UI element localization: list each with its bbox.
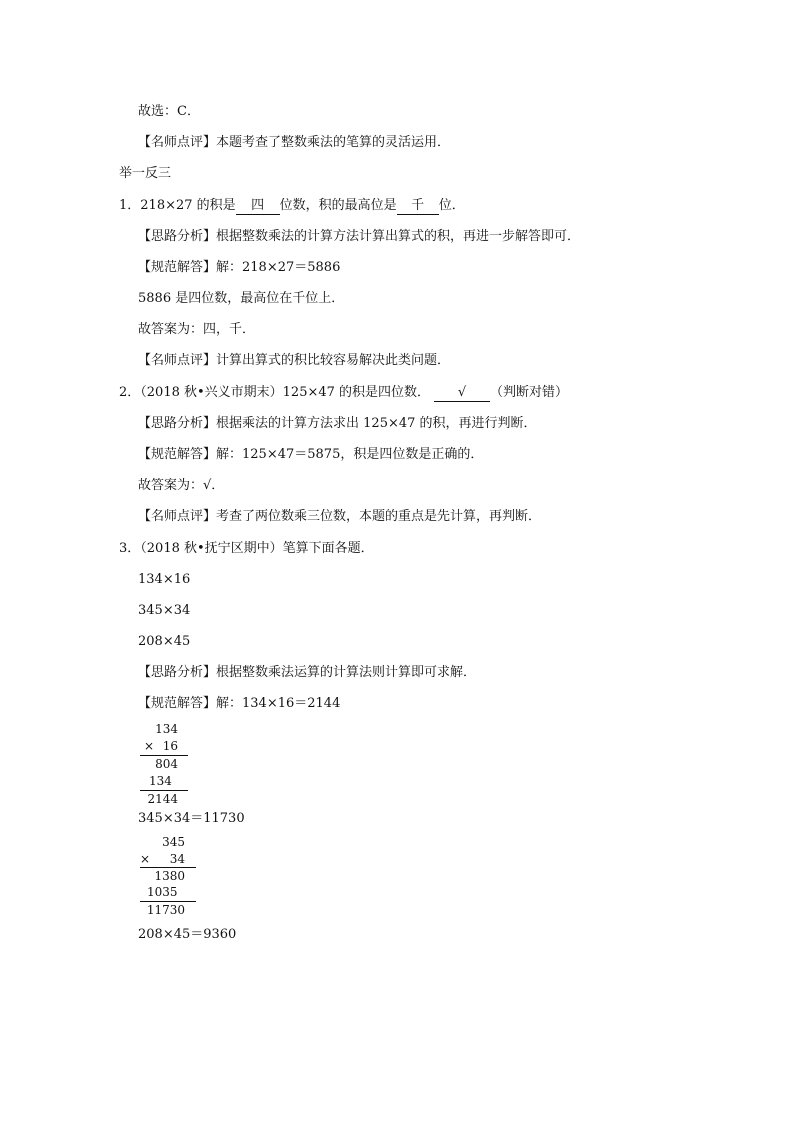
calc1-rule-1: [140, 755, 188, 756]
q1-text-b: 位数，积的最高位是: [279, 198, 397, 213]
q3-solution: [138, 695, 340, 713]
q2-solution: [138, 446, 483, 464]
analysis-text: 根据整数乘法运算的计算法则计算即可求解．: [216, 665, 477, 680]
q1-answer: 故答案为：四，千．: [138, 322, 256, 337]
choice-line: 故选：C．: [138, 104, 200, 119]
calc2-rule-1: [140, 867, 196, 868]
q3-expr-2: 345×34: [138, 603, 191, 618]
teacher-comment: [138, 134, 450, 152]
q3-analysis: [138, 664, 476, 682]
calc1-times: ×: [144, 739, 155, 753]
q1-line-2: 5886 是四位数，最高位在千位上．: [138, 291, 345, 306]
analysis-text: 根据乘法的计算方法求出 125×47 的积，再进行判断．: [216, 416, 537, 431]
q3-equation-3: 208×45＝9360: [138, 927, 237, 942]
q1-blank-2: 千: [397, 198, 439, 215]
solution-tag: 【规范解答】: [138, 447, 217, 462]
calc2-bottom: 34: [169, 852, 185, 866]
calc2-top: 345: [162, 835, 185, 849]
q1-comment: [138, 352, 450, 370]
q3-number: 3．: [119, 541, 141, 556]
q3-text: （2018 秋•抚宁区期中）笔算下面各题．: [140, 541, 374, 556]
solution-text: 解：134×16＝2144: [216, 696, 341, 711]
q2-blank: √: [434, 385, 490, 402]
section-title: 举一反三: [119, 166, 172, 181]
comment-text: 考查了两位数乘三位数，本题的重点是先计算，再判断．: [216, 509, 542, 524]
question-2: [119, 384, 568, 402]
solution-tag: 【规范解答】: [138, 696, 217, 711]
q3-equation-2: 345×34＝11730: [138, 811, 245, 826]
q3-expr-3: 208×45: [138, 634, 191, 649]
comment-text: 计算出算式的积比较容易解决此类问题．: [216, 353, 451, 368]
comment-tag: 【名师点评】: [138, 509, 217, 524]
calc2-rule-2: [140, 901, 196, 902]
calc1-rule-2: [140, 790, 188, 791]
calc1-partial-2: 134: [149, 774, 172, 788]
calc1-bottom: 16: [162, 739, 178, 753]
comment-text: 本题考查了整数乘法的笔算的灵活运用．: [216, 135, 451, 150]
q2-text-a: （2018 秋•兴义市期末）125×47 的积是四位数．: [140, 385, 431, 400]
q1-solution: [138, 259, 340, 277]
calc2-partial-2: 1035: [147, 885, 178, 899]
calc2-partial-1: 1380: [154, 869, 185, 883]
q2-number: 2．: [119, 385, 141, 400]
q2-comment: [138, 508, 541, 526]
q1-analysis: [138, 228, 580, 246]
q1-text-c: 位．: [438, 198, 465, 213]
calc1-result: 2144: [147, 792, 178, 806]
question-1: [119, 197, 465, 215]
q1-text-a: 218×27 的积是: [140, 198, 236, 213]
q1-blank-1: 四: [236, 198, 280, 215]
q2-answer: 故答案为：√．: [138, 478, 225, 493]
solution-tag: 【规范解答】: [138, 260, 217, 275]
q1-number: 1．: [119, 198, 141, 213]
solution-text: 解：125×47＝5875，积是四位数是正确的．: [216, 447, 484, 462]
question-3: [119, 540, 374, 558]
calc1-top: 134: [155, 722, 178, 736]
q3-expr-1: 134×16: [138, 572, 191, 587]
comment-tag: 【名师点评】: [138, 135, 217, 150]
analysis-tag: 【思路分析】: [138, 665, 217, 680]
solution-text: 解：218×27＝5886: [216, 260, 341, 275]
calc1-partial-1: 804: [155, 757, 178, 771]
analysis-tag: 【思路分析】: [138, 229, 217, 244]
comment-tag: 【名师点评】: [138, 353, 217, 368]
analysis-tag: 【思路分析】: [138, 416, 217, 431]
analysis-text: 根据整数乘法的计算方法计算出算式的积，再进一步解答即可．: [216, 229, 581, 244]
q2-text-b: （判断对错）: [490, 385, 569, 400]
calc2-times: ×: [140, 852, 151, 866]
q2-analysis: [138, 415, 537, 433]
calc2-result: 11730: [146, 903, 185, 917]
